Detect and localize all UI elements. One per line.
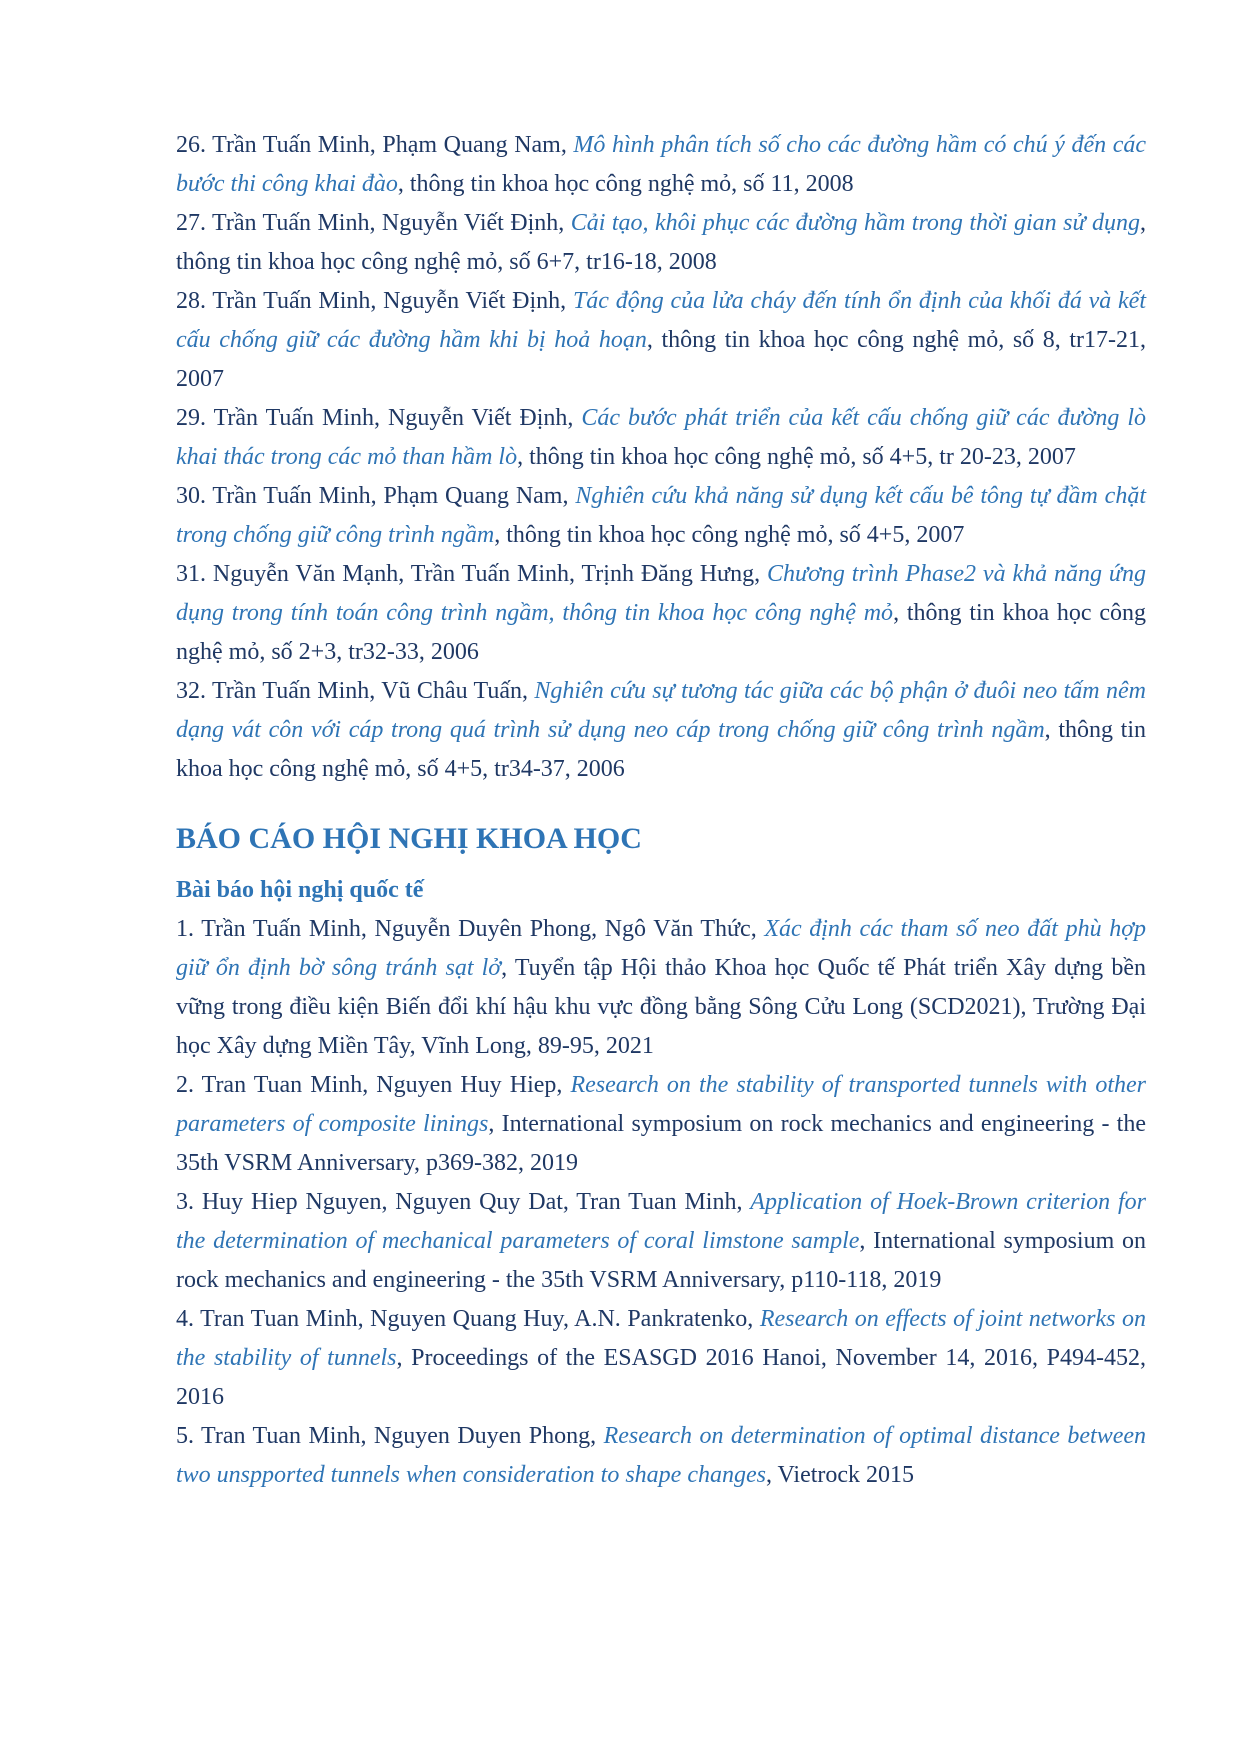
sub-heading: Bài báo hội nghị quốc tế	[176, 877, 424, 903]
entry-details: , thông tin khoa học công nghệ mỏ, số 4+5, 2007	[494, 522, 965, 548]
publication-entry	[176, 282, 1146, 399]
entry-title: Research on the stability of transported tunnels with other parameters of composite linings	[176, 1072, 1146, 1137]
entry-title: Application of Hoek-Brown criterion for the determination of mechanical parameters of coral limstone sample	[176, 1189, 1146, 1254]
entry-number: 1.	[176, 916, 194, 942]
publication-entry	[176, 477, 1146, 555]
entry-number: 30.	[176, 483, 206, 509]
document-page	[176, 126, 1146, 1495]
section-heading: BÁO CÁO HỘI NGHỊ KHOA HỌC	[176, 822, 642, 855]
entry-authors: Tran Tuan Minh, Nguyen Quang Huy, A.N. Pankratenko,	[200, 1306, 754, 1332]
entry-title: Tác động của lửa cháy đến tính ổn định của khối đá và kết cấu chống giữ các đường hầm khi bị hoả hoạn	[176, 288, 1146, 353]
entry-title: Cải tạo, khôi phục các đường hầm trong thời gian sử dụng	[570, 210, 1140, 236]
entry-details: , International symposium on rock mechanics and engineering - the 35th VSRM Anniversary, p110-118, 2019	[176, 1228, 1147, 1293]
entry-authors: Trần Tuấn Minh, Vũ Châu Tuấn,	[211, 678, 529, 704]
entry-number: 2.	[176, 1072, 194, 1098]
entry-title: Nghiên cứu khả năng sử dụng kết cấu bê tông tự đầm chặt trong chống giữ công trình ngầm	[176, 483, 1147, 548]
entry-title: Research on determination of optimal distance between two unspported tunnels when consideration to shape changes	[176, 1423, 1147, 1488]
entry-authors: Trần Tuấn Minh, Nguyễn Viết Định,	[212, 210, 565, 236]
entry-details: , Tuyển tập Hội thảo Khoa học Quốc tế Phát triển Xây dựng bền vững trong điều kiện Biến đổi khí hậu khu vực đồng bằng Sông Cửu Long (SCD2021), Trường Đại học Xây dựng Miền Tây, Vĩnh Long, 89-95, 2021	[176, 955, 1146, 1059]
entry-authors: Tran Tuan Minh, Nguyen Huy Hiep,	[201, 1072, 563, 1098]
entry-authors: Tran Tuan Minh, Nguyen Duyen Phong,	[201, 1423, 597, 1449]
entry-details: , thông tin khoa học công nghệ mỏ, số 8, tr17-21, 2007	[176, 327, 1146, 392]
entry-number: 32.	[176, 678, 206, 704]
publication-entry	[176, 1183, 1146, 1300]
entry-details: , International symposium on rock mechanics and engineering - the 35th VSRM Anniversary, p369-382, 2019	[176, 1111, 1146, 1176]
entry-title: Nghiên cứu sự tương tác giữa các bộ phận ở đuôi neo tấm nêm dạng vát côn với cáp trong quá trình sử dụng neo cáp trong chống giữ công trình ngầm	[176, 678, 1147, 743]
journal-publication-list	[176, 126, 1146, 789]
publication-entry	[176, 126, 1146, 204]
entry-authors: Huy Hiep Nguyen, Nguyen Quy Dat, Tran Tuan Minh,	[201, 1189, 743, 1215]
entry-title: Chương trình Phase2 và khả năng ứng dụng trong tính toán công trình ngầm, thông tin khoa học công nghệ mỏ	[176, 561, 1147, 626]
entry-authors: Trần Tuấn Minh, Nguyễn Duyên Phong, Ngô Văn Thức,	[201, 916, 757, 942]
entry-details: , Proceedings of the ESASGD 2016 Hanoi, November 14, 2016, P494-452, 2016	[176, 1345, 1146, 1410]
entry-authors: Trần Tuấn Minh, Nguyễn Viết Định,	[212, 288, 567, 314]
publication-entry	[176, 555, 1146, 672]
entry-details: , thông tin khoa học công nghệ mỏ, số 2+3, tr32-33, 2006	[176, 600, 1146, 665]
entry-number: 29.	[176, 405, 206, 431]
entry-details: , thông tin khoa học công nghệ mỏ, số 4+5, tr34-37, 2006	[176, 717, 1146, 782]
entry-details: , thông tin khoa học công nghệ mỏ, số 4+5, tr 20-23, 2007	[517, 444, 1076, 470]
entry-number: 27.	[176, 210, 206, 236]
publication-entry	[176, 1300, 1146, 1417]
entry-number: 26.	[176, 132, 206, 158]
publication-entry	[176, 1066, 1146, 1183]
entry-authors: Trần Tuấn Minh, Phạm Quang Nam,	[212, 483, 569, 509]
publication-entry	[176, 672, 1146, 789]
entry-details: , Vietrock 2015	[765, 1462, 915, 1488]
entry-title: Xác định các tham số neo đất phù hợp giữ ổn định bờ sông tránh sạt lở	[176, 916, 1146, 981]
publication-entry	[176, 1417, 1146, 1495]
entry-title: Research on effects of joint networks on the stability of tunnels	[176, 1306, 1146, 1371]
entry-number: 31.	[176, 561, 206, 587]
entry-number: 3.	[176, 1189, 194, 1215]
entry-details: , thông tin khoa học công nghệ mỏ, số 11, 2008	[397, 171, 854, 197]
publication-entry	[176, 399, 1146, 477]
publication-entry	[176, 910, 1146, 1066]
entry-number: 5.	[176, 1423, 194, 1449]
entry-authors: Trần Tuấn Minh, Phạm Quang Nam,	[212, 132, 567, 158]
entry-title: Các bước phát triển của kết cấu chống giữ các đường lò khai thác trong các mỏ than hầm lò	[176, 405, 1146, 470]
entry-authors: Trần Tuấn Minh, Nguyễn Viết Định,	[213, 405, 574, 431]
entry-title: Mô hình phân tích số cho các đường hầm có chú ý đến các bước thi công khai đào	[176, 132, 1146, 197]
entry-details: , thông tin khoa học công nghệ mỏ, số 6+7, tr16-18, 2008	[176, 210, 1146, 275]
publication-entry	[176, 204, 1146, 282]
entry-number: 28.	[176, 288, 206, 314]
conference-publication-list	[176, 910, 1146, 1495]
entry-number: 4.	[176, 1306, 194, 1332]
entry-authors: Nguyễn Văn Mạnh, Trần Tuấn Minh, Trịnh Đăng Hưng,	[212, 561, 761, 587]
